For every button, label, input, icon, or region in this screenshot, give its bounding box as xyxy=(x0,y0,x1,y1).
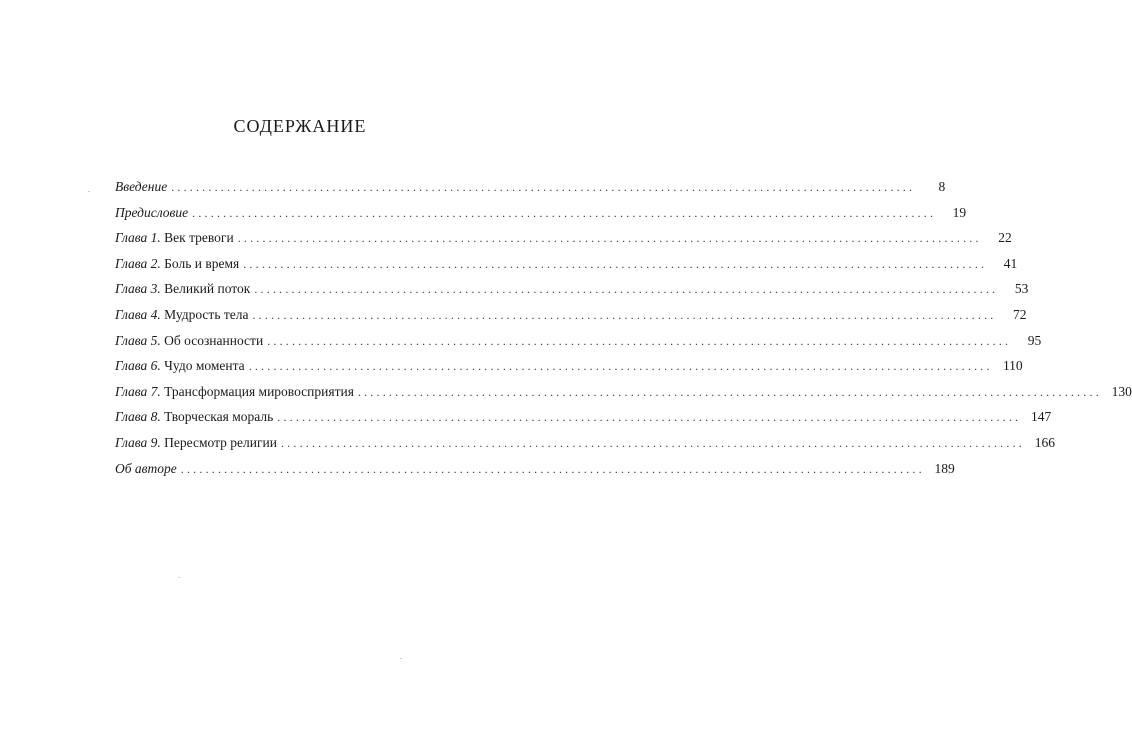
dot-leader: ........................................................................................................................ xyxy=(243,256,988,271)
toc-chapter-number: Глава 5. xyxy=(115,332,161,348)
dot-leader: ........................................................................................................................ xyxy=(280,435,1025,450)
toc-entry-label xyxy=(115,456,177,482)
dot-leader: ........................................................................................................................ xyxy=(267,333,1012,348)
toc-entry-label xyxy=(115,379,354,405)
dot-leader: ........................................................................................................................ xyxy=(171,180,916,194)
toc-entry xyxy=(115,302,1027,328)
toc-chapter-number: Глава 6. xyxy=(115,358,161,374)
toc-chapter-number: Глава 4. xyxy=(115,306,161,322)
toc-page-number: 166 xyxy=(1034,434,1055,450)
toc-entry xyxy=(115,251,1018,277)
toc-chapter-number: Глава 3. xyxy=(115,281,161,297)
dot-leader: ........................................................................................................................ xyxy=(237,231,982,246)
toc-entry-label xyxy=(115,200,188,226)
toc-entry-label xyxy=(115,225,234,251)
toc-page-number: 22 xyxy=(998,230,1012,246)
scan-speck xyxy=(178,577,180,578)
toc-page-number: 95 xyxy=(1027,332,1042,348)
toc-chapter-number: Глава 2. xyxy=(115,255,161,271)
dot-leader: ........................................................................................................................ xyxy=(357,384,1102,399)
toc-entry-title: Чудо момента xyxy=(164,358,245,374)
toc-chapter-number: Глава 9. xyxy=(115,434,161,450)
toc-chapter-number: Глава 8. xyxy=(115,409,161,425)
toc-entry-label xyxy=(115,251,239,277)
dot-leader: ........................................................................................................................ xyxy=(252,307,997,322)
toc-page-number: 41 xyxy=(1003,255,1018,271)
toc-entry-title: Боль и время xyxy=(164,255,240,271)
toc-entry xyxy=(115,225,1012,251)
toc-entry-label xyxy=(115,174,167,200)
dot-leader: ........................................................................................................................ xyxy=(248,359,993,374)
dot-leader: ........................................................................................................................ xyxy=(277,410,1022,425)
dot-leader: ........................................................................................................................ xyxy=(192,205,937,220)
toc-entry xyxy=(115,379,1132,405)
toc-page-number: 130 xyxy=(1111,383,1132,399)
toc-entry xyxy=(115,200,967,226)
toc-page-number: 8 xyxy=(938,179,946,194)
dot-leader: ........................................................................................................................ xyxy=(180,461,925,476)
toc-chapter-number: Глава 7. xyxy=(115,383,161,399)
toc-page-number: 72 xyxy=(1012,306,1027,322)
toc-entry xyxy=(115,174,946,200)
toc-entry-title: Об авторе xyxy=(115,460,177,476)
scan-speck xyxy=(88,191,90,192)
toc-page-number: 147 xyxy=(1031,409,1052,425)
toc-title: СОДЕРЖАНИЕ xyxy=(233,116,367,136)
toc-entry xyxy=(115,404,1052,430)
toc-page-number: 189 xyxy=(934,460,955,476)
dot-leader: ........................................................................................................................ xyxy=(254,282,999,297)
toc-entry-title: Трансформация мировосприятия xyxy=(164,383,354,399)
toc-entry-label xyxy=(115,404,273,430)
scan-speck xyxy=(400,658,402,659)
toc-entry-title: Введение xyxy=(115,179,168,194)
toc-page-number: 19 xyxy=(952,204,967,220)
toc-entry xyxy=(115,430,1055,456)
toc-list xyxy=(115,174,1132,481)
toc-entry-title: Об осознанности xyxy=(164,332,264,348)
toc-page-number: 110 xyxy=(1002,358,1023,374)
toc-entry-title: Мудрость тела xyxy=(164,306,249,322)
toc-page-number: 53 xyxy=(1014,281,1029,297)
toc-entry xyxy=(115,353,1023,379)
toc-entry xyxy=(115,456,955,482)
toc-entry-title: Предисловие xyxy=(115,204,189,220)
toc-entry xyxy=(115,328,1042,354)
toc-entry-label xyxy=(115,353,245,379)
toc-entry-title: Век тревоги xyxy=(164,230,234,246)
toc-entry-title: Пересмотр религии xyxy=(164,434,277,450)
toc-entry-label xyxy=(115,276,250,302)
toc-entry-label xyxy=(115,302,248,328)
toc-entry-title: Великий поток xyxy=(164,281,251,297)
toc-chapter-number: Глава 1. xyxy=(115,230,161,246)
toc-entry xyxy=(115,276,1029,302)
toc-entry-title: Творческая мораль xyxy=(164,409,274,425)
toc-entry-label xyxy=(115,430,277,456)
toc-entry-label xyxy=(115,328,263,354)
